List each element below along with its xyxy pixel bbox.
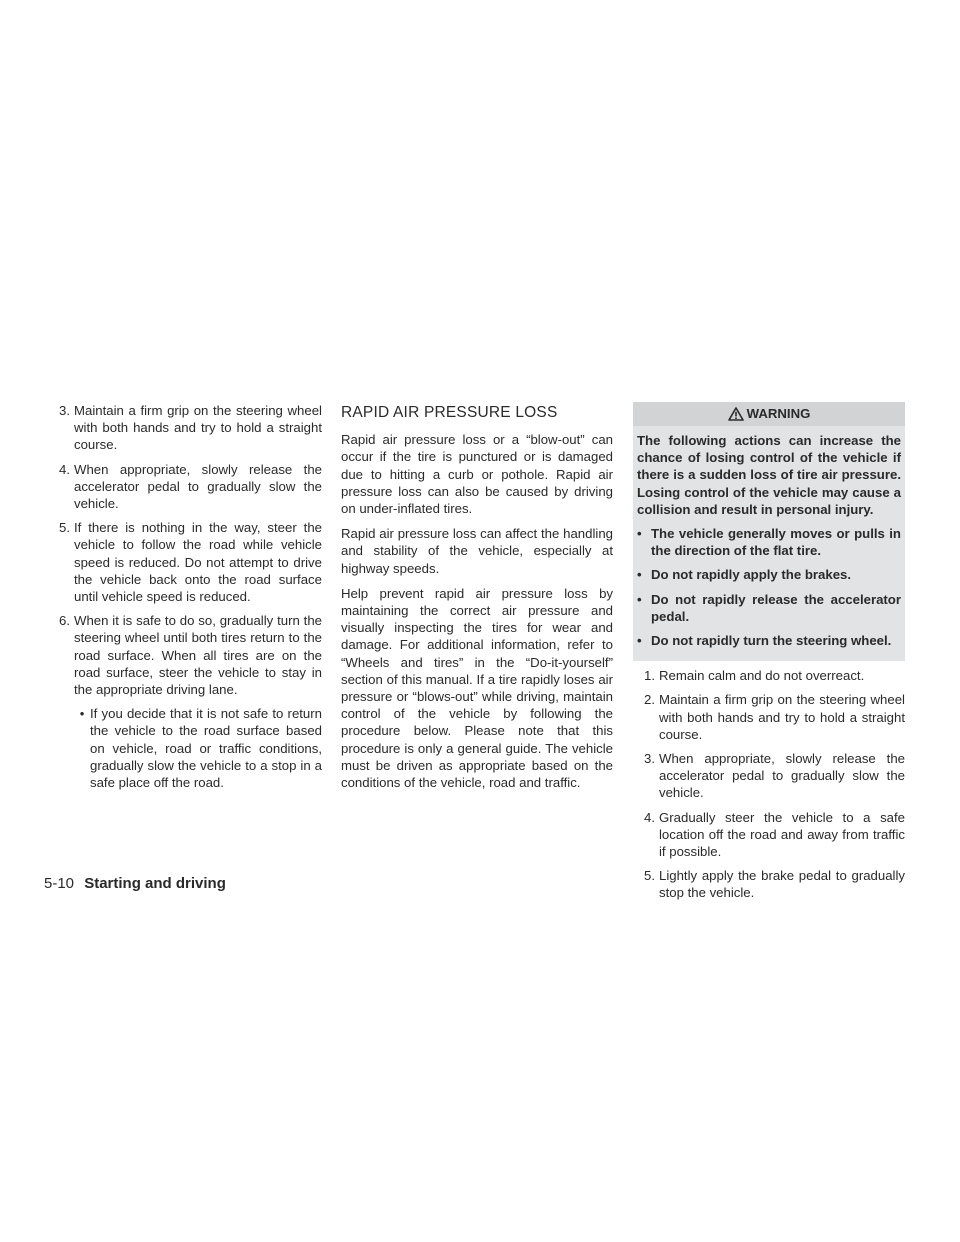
step-number: 2.	[644, 692, 655, 708]
step-number: 5.	[59, 520, 70, 536]
page-number: 5-10	[44, 875, 75, 892]
warning-triangle-icon	[728, 407, 744, 421]
warning-bullet	[637, 525, 901, 559]
step-number: 5.	[644, 868, 655, 884]
sub-bullet-text: If you decide that it is not safe to return the vehicle to the road surface based on vehicle, road or traffic conditions, gradually slow the vehicle to a stop in a safe place off the road.	[90, 706, 322, 791]
step-item	[633, 809, 905, 861]
step-text: When appropriate, slowly release the accelerator pedal to gradually slow the vehicle.	[659, 751, 905, 801]
warning-bullet-text: Do not rapidly apply the brakes.	[651, 567, 852, 583]
warning-bullet	[637, 632, 901, 649]
procedure-steps	[633, 667, 905, 901]
step-item	[48, 461, 322, 513]
warning-bullet-text: Do not rapidly turn the steering wheel.	[651, 633, 892, 649]
section-title: Starting and driving	[84, 875, 226, 892]
middle-column	[341, 402, 613, 799]
sub-bullet-item	[74, 705, 322, 791]
page-footer	[44, 875, 226, 892]
bullet-mark: •	[637, 633, 642, 649]
warning-box	[633, 402, 905, 661]
paragraph: Rapid air pressure loss can affect the handling and stability of the vehicle, especially at highway speeds.	[341, 526, 613, 576]
bullet-mark: •	[637, 526, 642, 542]
step-number: 4.	[59, 461, 70, 477]
bullet-mark: •	[637, 591, 642, 607]
step-number: 6.	[59, 613, 70, 629]
step-text: When it is safe to do so, gradually turn the steering wheel until both tires return to the road surface. When all tires are on the road surface, steer the vehicle to stay in the appropriate driving lane.	[74, 613, 322, 698]
warning-bullet-text: The vehicle generally moves or pulls in the direction of the flat tire.	[651, 526, 901, 559]
warning-intro: The following actions can increase the chance of losing control of the vehicle if there is a sudden loss of tire air pressure. Losing control of the vehicle may cause a collision and result in personal injury.	[637, 433, 901, 517]
paragraph: Rapid air pressure loss or a “blow-out” can occur if the tire is punctured or is damaged due to hitting a curb or pothole. Rapid air pressure loss can also be caused by driving on under-inflated tires.	[341, 432, 613, 517]
bullet-mark: •	[637, 567, 642, 583]
warning-title: WARNING	[746, 406, 811, 422]
step-text: Maintain a firm grip on the steering wheel with both hands and try to hold a straight course.	[659, 692, 905, 742]
section-heading: RAPID AIR PRESSURE LOSS	[341, 404, 558, 421]
step-text: Lightly apply the brake pedal to gradually stop the vehicle.	[659, 868, 905, 901]
step-item	[48, 612, 322, 698]
warning-bullet	[637, 566, 901, 583]
step-number: 3.	[644, 751, 655, 767]
step-text: If there is nothing in the way, steer the vehicle to follow the road while vehicle speed is reduced. Do not attempt to drive the vehicle back onto the road surface until vehicle speed is reduced.	[74, 520, 322, 605]
paragraph: Help prevent rapid air pressure loss by maintaining the correct air pressure and visually inspecting the tires for wear and damage. For additional information, refer to “Wheels and tires” in the “Do-it-yourself” section of this manual. If a tire rapidly loses air pressure or “blows-out” while driving, maintain control of the vehicle by following the procedure below. Please note that this procedure is only a general guide. The vehicle must be driven as appropriate based on the conditions of the vehicle, road and traffic.	[341, 585, 613, 791]
bullet-mark: •	[79, 706, 85, 722]
step-item	[633, 691, 905, 743]
step-number: 1.	[644, 668, 655, 684]
step-number: 4.	[644, 809, 655, 825]
step-item	[48, 519, 322, 605]
step-text: When appropriate, slowly release the accelerator pedal to gradually slow the vehicle.	[74, 461, 322, 512]
warning-bullet-text: Do not rapidly release the accelerator pedal.	[651, 591, 901, 624]
warning-bullet	[637, 591, 901, 625]
step-text: Maintain a firm grip on the steering wheel with both hands and try to hold a straight course.	[74, 403, 322, 453]
step-item	[633, 867, 905, 901]
left-column	[48, 402, 322, 798]
step-text: Gradually steer the vehicle to a safe location off the road and away from traffic if possible.	[659, 809, 905, 860]
step-item	[633, 750, 905, 802]
step-text: Remain calm and do not overreact.	[659, 668, 865, 684]
warning-header	[633, 402, 905, 426]
step-item	[633, 667, 905, 684]
step-item	[48, 402, 322, 454]
right-column	[633, 402, 905, 909]
step-number: 3.	[59, 403, 70, 418]
